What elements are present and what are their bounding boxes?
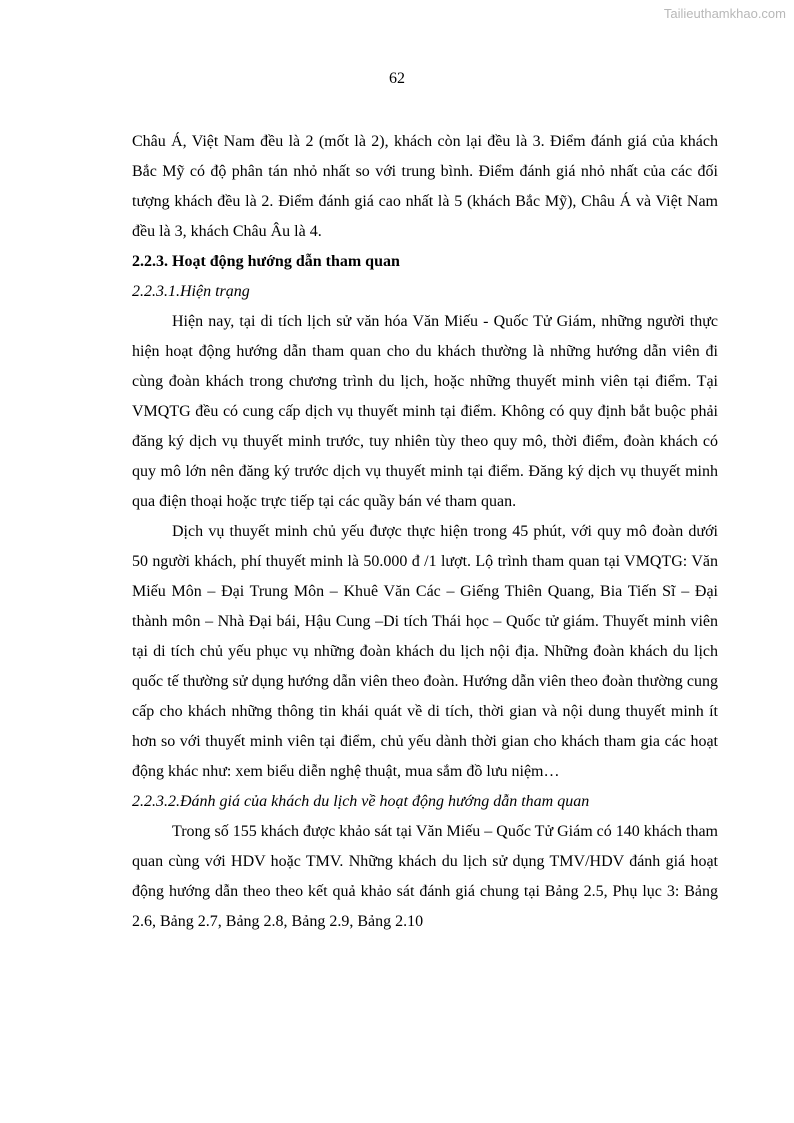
paragraph-continuation: Châu Á, Việt Nam đều là 2 (mốt là 2), khách còn lại đều là 3. Điểm đánh giá của khách Bắc Mỹ có độ phân tán nhỏ nhất so với trung bình. Điểm đánh giá nhỏ nhất của các đối tượng khách đều là 2. Điểm đánh giá cao nhất là 5 (khách Bắc Mỹ), Châu Á và Việt Nam đều là 3, khách Châu Âu là 4. xyxy=(132,133,718,240)
document-body xyxy=(132,127,718,937)
section-heading-2-2-3: 2.2.3. Hoạt động hướng dẫn tham quan xyxy=(132,253,400,270)
paragraph-guiding-service: Dịch vụ thuyết minh chủ yếu được thực hiện trong 45 phút, với quy mô đoàn dưới 50 người khách, phí thuyết minh là 50.000 đ /1 lượt. Lộ trình tham quan tại VMQTG: Văn Miếu Môn – Đại Trung Môn – Khuê Văn Các – Giếng Thiên Quang, Bia Tiến Sĩ – Đại thành môn – Nhà Đại bái, Hậu Cung –Di tích Thái học – Quốc tử giám. Thuyết minh viên tại di tích chủ yếu phục vụ những đoàn khách du lịch nội địa. Những đoàn khách du lịch quốc tế thường sử dụng hướng dẫn viên theo đoàn. Hướng dẫn viên theo đoàn thường cung cấp cho khách những thông tin khái quát về di tích, thời gian và nội dung thuyết minh ít hơn so với thuyết minh viên tại điểm, chủ yếu dành thời gian cho khách tham gia các hoạt động khác như: xem biểu diễn nghệ thuật, mua sắm đồ lưu niệm… xyxy=(132,523,718,780)
subsection-heading-2-2-3-2: 2.2.3.2.Đánh giá của khách du lịch về hoạt động hướng dẫn tham quan xyxy=(132,793,590,810)
paragraph-current-status: Hiện nay, tại di tích lịch sử văn hóa Văn Miếu - Quốc Tử Giám, những người thực hiện hoạt động hướng dẫn tham quan cho du khách thường là những hướng dẫn viên đi cùng đoàn khách trong chương trình du lịch, hoặc những thuyết minh viên tại điểm. Tại VMQTG đều có cung cấp dịch vụ thuyết minh tại điểm. Không có quy định bắt buộc phải đăng ký dịch vụ thuyết minh trước, tuy nhiên tùy theo quy mô, thời điểm, đoàn khách có quy mô lớn nên đăng ký trước dịch vụ thuyết minh tại điểm. Đăng ký dịch vụ thuyết minh qua điện thoại hoặc trực tiếp tại các quầy bán vé tham quan. xyxy=(132,313,718,510)
paragraph-survey-results: Trong số 155 khách được khảo sát tại Văn Miếu – Quốc Tử Giám có 140 khách tham quan cùng với HDV hoặc TMV. Những khách du lịch sử dụng TMV/HDV đánh giá hoạt động hướng dẫn theo theo kết quả khảo sát đánh giá chung tại Bảng 2.5, Phụ lục 3: Bảng 2.6, Bảng 2.7, Bảng 2.8, Bảng 2.9, Bảng 2.10 xyxy=(132,823,718,930)
page-number: 62 xyxy=(389,70,405,87)
watermark-text: Tailieuthamkhao.com xyxy=(663,6,786,21)
subsection-heading-2-2-3-1: 2.2.3.1.Hiện trạng xyxy=(132,283,250,300)
